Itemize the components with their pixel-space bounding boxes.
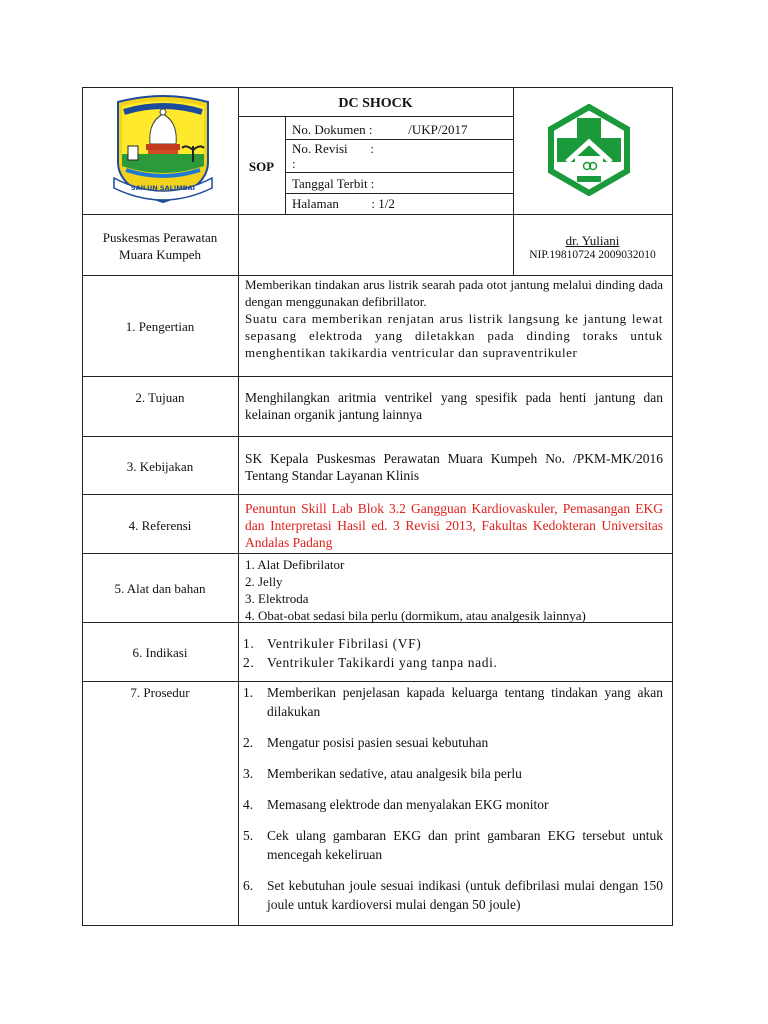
puskesmas-logo (543, 104, 635, 196)
pengertian-definition: Memberikan tindakan arus listrik searah pada otot jantung melalui dinding dada dengan menggunakan defibrillator. Suatu cara memberikan renjatan arus listrik langsung ke jantung lewat sepasang elektroda yang diletakkan pada dinding toraks untuk menghentikan takikardia ventricular dan supraventrikuler (245, 277, 663, 360)
page-number: Halaman : 1/2 (292, 196, 395, 211)
revision-number-continued: : (292, 156, 296, 171)
label-pengertian: 1. Pengertian (125, 319, 195, 334)
list-item: 5. Cek ulang gambaran EKG dan print gambaran EKG tersebut untuk mencegah kekeliruan (243, 828, 663, 862)
tujuan-text: Menghilangkan aritmia ventrikel yang spesifik pada henti jantung dan kelainan organik jantung lainnya (245, 390, 663, 422)
label-alat: 5. Alat dan bahan (114, 581, 206, 596)
signer-name: dr. Yuliani (565, 233, 620, 248)
label-referensi: 4. Referensi (128, 518, 192, 533)
alat-item: 1. Alat Defibrilator (245, 557, 345, 572)
label-tujuan: 2. Tujuan (135, 390, 185, 405)
institution-name: Puskesmas Perawatan Muara Kumpeh (102, 230, 218, 262)
alat-list (245, 556, 665, 624)
list-item: 3. Memberikan sedative, atau analgesik bila perlu (243, 766, 522, 781)
list-item: 2. Mengatur posisi pasien sesuai kebutuhan (243, 735, 489, 750)
label-indikasi: 6. Indikasi (132, 645, 188, 660)
revision-number: No. Revisi : (292, 141, 374, 156)
list-item: 1. Ventrikuler Fibrilasi (VF) (243, 636, 422, 651)
alat-item: 2. Jelly (245, 574, 283, 589)
crest-ribbon-text: SAILUN SALIMBAI (130, 184, 196, 192)
label-prosedur: 7. Prosedur (130, 685, 190, 700)
prosedur-list (243, 683, 663, 914)
list-item: 1. Memberikan penjelasan kapada keluarga tentang tindakan yang akan dilakukan (243, 685, 663, 719)
signer-nip: NIP.19810724 2009032010 (529, 249, 656, 261)
sop-label: SOP (248, 159, 275, 174)
sop-title: DC SHOCK (338, 96, 413, 111)
list-item: 6. Set kebutuhan joule sesuai indikasi (untuk defibrilasi mulai dengan 150 joule untuk kardioversi mulai dengan 50 joule) (243, 878, 663, 912)
list-item: 2. Ventrikuler Takikardi yang tanpa nadi. (243, 655, 498, 670)
regency-crest-logo (108, 92, 218, 208)
issue-date: Tanggal Terbit : (292, 176, 375, 191)
alat-item: 4. Obat-obat sedasi bila perlu (dormikum, atau analgesik lainnya) (245, 608, 586, 623)
alat-item: 3. Elektroda (245, 591, 309, 606)
kebijakan-text: SK Kepala Puskesmas Perawatan Muara Kumpeh No. /PKM-MK/2016 Tentang Standar Layanan Klinis (245, 451, 663, 483)
list-item: 4. Memasang elektrode dan menyalakan EKG monitor (243, 797, 549, 812)
label-kebijakan: 3. Kebijakan (126, 459, 194, 474)
indikasi-list (243, 634, 663, 672)
doc-number: No. Dokumen : /UKP/2017 (292, 122, 468, 137)
referensi-text: Penuntun Skill Lab Blok 3.2 Gangguan Kardiovaskuler, Pemasangan EKG dan Interpretasi Hasil ed. 3 Revisi 2013, Fakultas Kedokteran Universitas Andalas Padang (245, 501, 663, 550)
